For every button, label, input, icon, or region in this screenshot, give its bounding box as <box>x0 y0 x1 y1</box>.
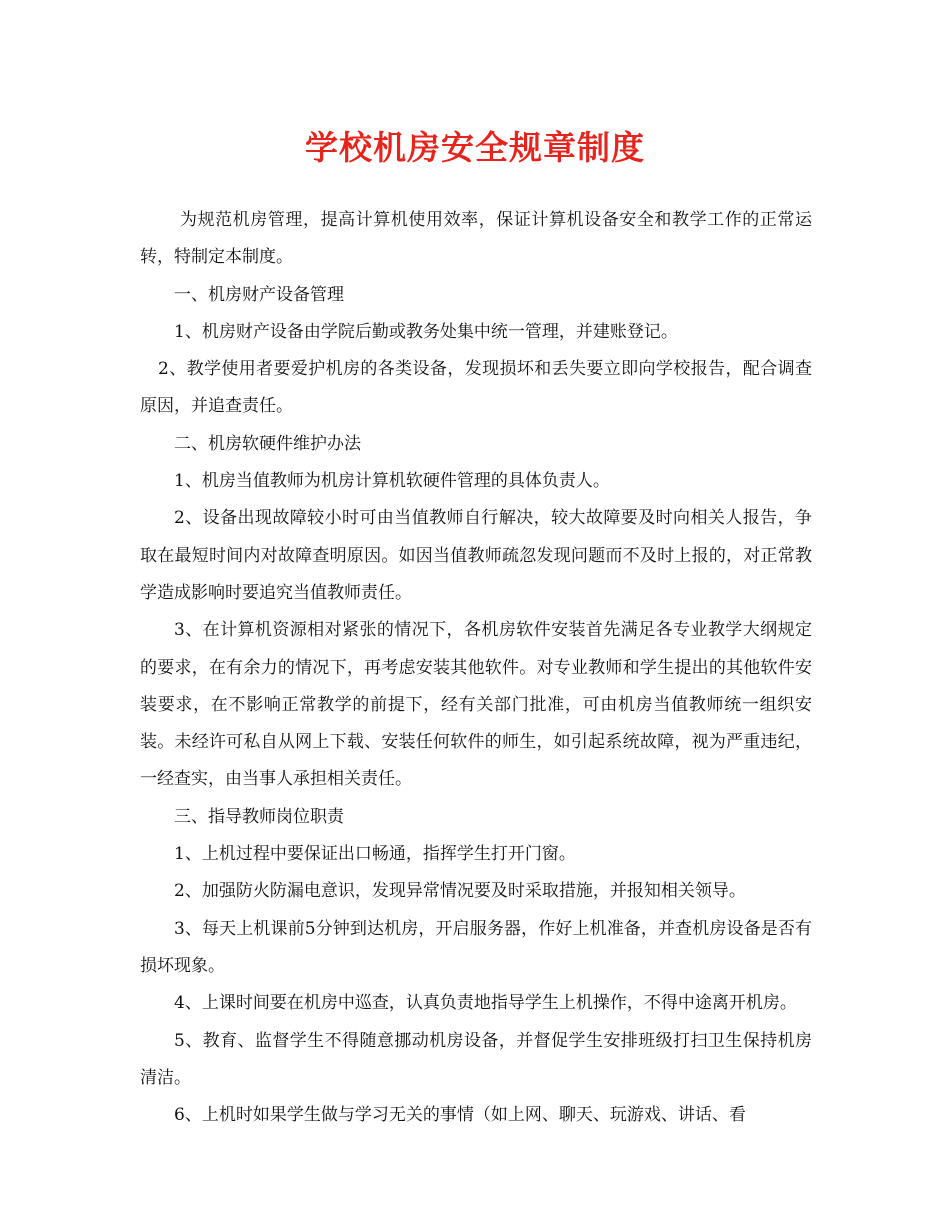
paragraph-3-3: 3、每天上机课前5分钟到达机房，开启服务器，作好上机准备，并查机房设备是否有损坏现象。 <box>140 918 812 976</box>
paragraph-3-2: 2、加强防火防漏电意识，发现异常情况要及时采取措施，并报知相关领导。 <box>174 881 746 902</box>
document-body <box>140 202 812 1134</box>
paragraph-1-1: 1、机房财产设备由学院后勤或教务处集中统一管理，并建账登记。 <box>174 321 678 342</box>
paragraph-1-2: 2、教学使用者要爱护机房的各类设备，发现损坏和丢失要立即向学校报告，配合调查原因，并追查责任。 <box>140 359 812 417</box>
paragraph-3-1: 1、上机过程中要保证出口畅通，指挥学生打开门窗。 <box>174 844 576 865</box>
paragraph-3-6: 6、上机时如果学生做与学习无关的事情（如上网、聊天、玩游戏、讲话、看 <box>174 1105 746 1126</box>
paragraph-2-2: 2、设备出现故障较小时可由当值教师自行解决，较大故障要及时向相关人报告，争取在最短时间内对故障查明原因。如因当值教师疏忽发现问题而不及时上报的，对正常教学造成影响时要追究当值教师责任。 <box>140 508 812 603</box>
intro-paragraph: 为规范机房管理，提高计算机使用效率，保证计算机设备安全和教学工作的正常运转，特制定本制度。 <box>140 210 812 268</box>
document-title: 学校机房安全规章制度 <box>305 128 645 167</box>
section-heading-2: 二、机房软硬件维护办法 <box>174 433 361 454</box>
paragraph-3-5: 5、教育、监督学生不得随意挪动机房设备，并督促学生安排班级打扫卫生保持机房清洁。 <box>140 1030 812 1088</box>
paragraph-2-1: 1、机房当值教师为机房计算机软硬件管理的具体负责人。 <box>174 471 610 492</box>
section-heading-3: 三、指导教师岗位职责 <box>174 806 344 827</box>
paragraph-3-4: 4、上课时间要在机房中巡查，认真负责地指导学生上机操作，不得中途离开机房。 <box>174 993 797 1014</box>
paragraph-2-3: 3、在计算机资源相对紧张的情况下，各机房软件安装首先满足各专业教学大纲规定的要求，在有余力的情况下，再考虑安装其他软件。对专业教师和学生提出的其他软件安装要求，在不影响正常教学的前提下，经有关部门批准，可由机房当值教师统一组织安装。未经许可私自从网上下载、安装任何软件的师生，如引起系统故障，视为严重违纪，一经查实，由当事人承担相关责任。 <box>140 620 812 790</box>
section-heading-1: 一、机房财产设备管理 <box>174 284 344 305</box>
